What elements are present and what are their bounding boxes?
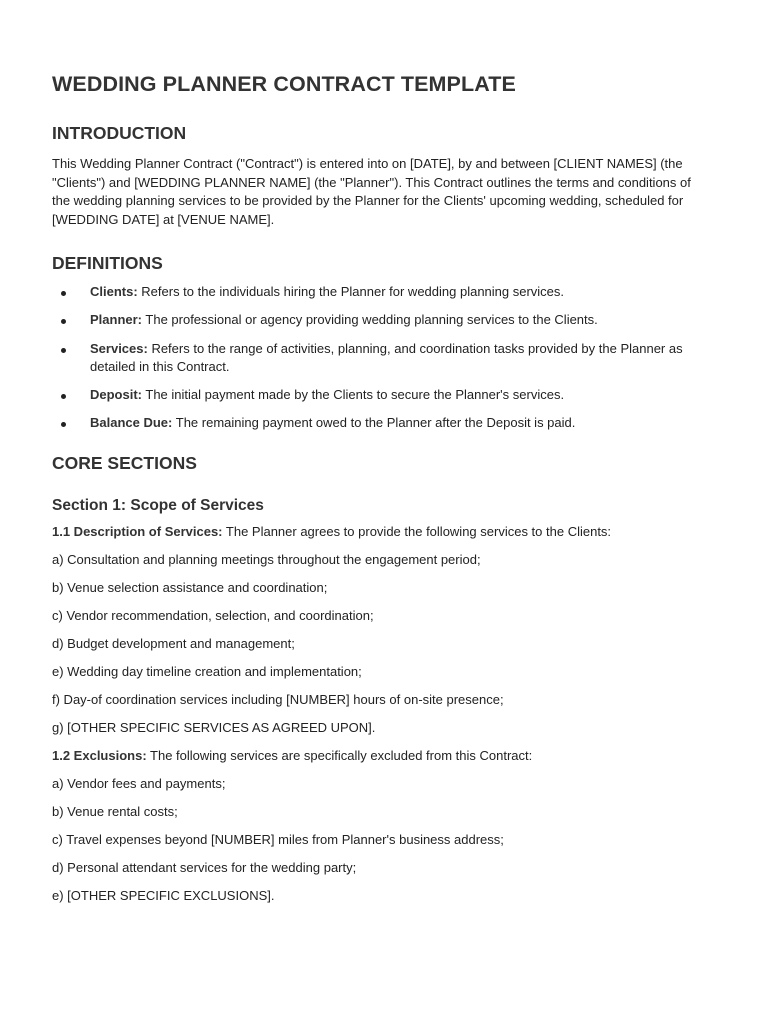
definition-text: Refers to the individuals hiring the Planner for wedding planning services.: [137, 284, 565, 300]
document-page: [52, 70, 712, 915]
definition-text: Refers to the range of activities, planning, and coordination tasks provided by the Planner as detailed in this Contract.: [90, 340, 683, 375]
introduction-heading: INTRODUCTION: [52, 123, 187, 143]
bullet-icon: [61, 348, 66, 353]
bullet-icon: [61, 291, 66, 296]
bullet-icon: [61, 319, 66, 324]
services-description-text: The Planner agrees to provide the following services to the Clients:: [222, 523, 612, 539]
definition-term: Balance Due:: [90, 415, 173, 431]
exclusions-description: [52, 747, 712, 766]
definition-term: Planner:: [90, 312, 143, 328]
definition-item: [52, 414, 712, 433]
service-item: a) Consultation and planning meetings throughout the engagement period;: [52, 551, 481, 567]
bullet-icon: [61, 394, 66, 399]
exclusion-item: e) [OTHER SPECIFIC EXCLUSIONS].: [52, 887, 275, 903]
definition-term: Deposit:: [90, 387, 142, 403]
definition-item: [52, 340, 712, 377]
definitions-list: [52, 283, 712, 433]
section-1-body: [52, 523, 712, 905]
introduction-paragraph: This Wedding Planner Contract ("Contract") is entered into on [DATE], by and between [CLIENT NAMES] (the "Clients") and [WEDDING PLANNER NAME] (the "Planner"). This Contract outlines the terms and conditions of the wedding planning services to be provided by the Planner for the Clients' upcoming wedding, scheduled for [WEDDING DATE] at [VENUE NAME].: [52, 156, 691, 227]
services-description-label: 1.1 Description of Services:: [52, 523, 223, 539]
service-item: c) Vendor recommendation, selection, and coordination;: [52, 607, 374, 623]
definitions-heading: DEFINITIONS: [52, 253, 163, 274]
core-sections-heading: CORE SECTIONS: [52, 452, 197, 473]
exclusions-text: The following services are specifically excluded from this Contract:: [146, 747, 533, 763]
document-title: WEDDING PLANNER CONTRACT TEMPLATE: [52, 72, 516, 96]
definition-term: Services:: [90, 340, 148, 356]
service-item: d) Budget development and management;: [52, 635, 295, 651]
service-item: e) Wedding day timeline creation and implementation;: [52, 663, 362, 679]
service-item: f) Day-of coordination services including [NUMBER] hours of on-site presence;: [52, 691, 504, 707]
definition-item: [52, 311, 712, 330]
service-item: b) Venue selection assistance and coordination;: [52, 579, 328, 595]
definition-item: [52, 386, 712, 405]
definition-term: Clients:: [90, 284, 138, 300]
bullet-icon: [61, 422, 66, 427]
exclusion-item: a) Vendor fees and payments;: [52, 775, 226, 791]
exclusion-item: c) Travel expenses beyond [NUMBER] miles from Planner's business address;: [52, 831, 504, 847]
definition-text: The remaining payment owed to the Planner after the Deposit is paid.: [172, 415, 576, 431]
section-1-heading: Section 1: Scope of Services: [52, 496, 264, 514]
definition-text: The initial payment made by the Clients to secure the Planner's services.: [142, 387, 565, 403]
definition-item: [52, 283, 712, 302]
services-description: [52, 523, 712, 542]
service-item: g) [OTHER SPECIFIC SERVICES AS AGREED UPON].: [52, 719, 376, 735]
definition-text: The professional or agency providing wedding planning services to the Clients.: [142, 312, 598, 328]
exclusion-item: b) Venue rental costs;: [52, 803, 178, 819]
exclusion-item: d) Personal attendant services for the wedding party;: [52, 859, 357, 875]
exclusions-label: 1.2 Exclusions:: [52, 747, 147, 763]
